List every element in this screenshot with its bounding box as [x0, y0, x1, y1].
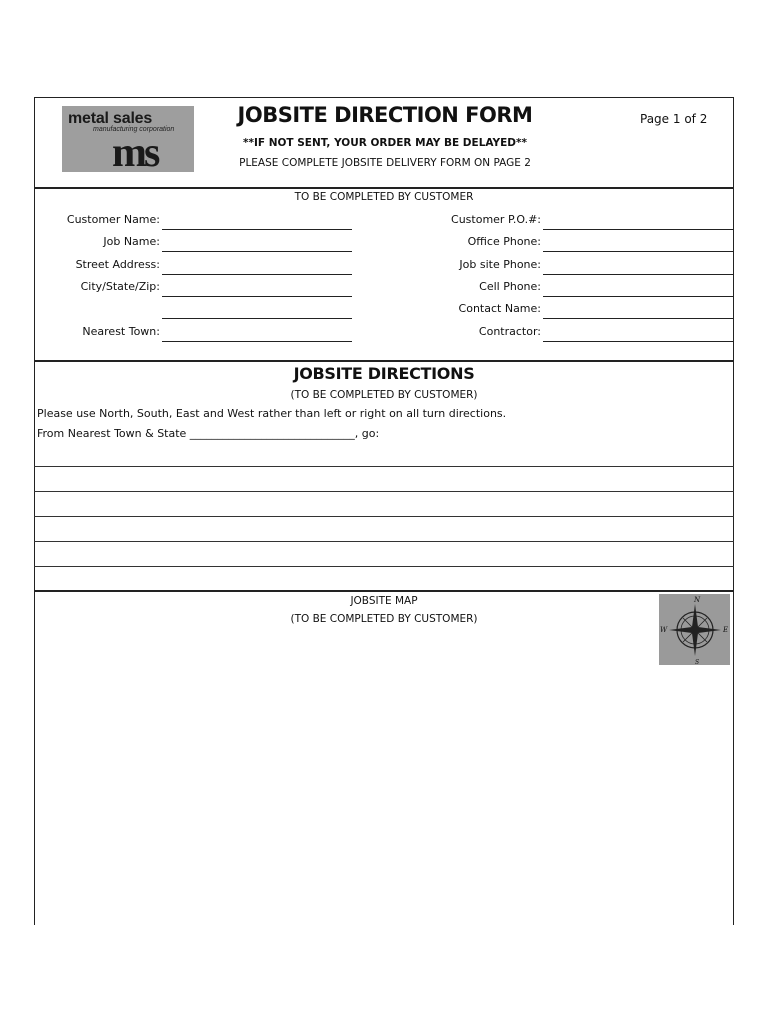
compass-w: W: [660, 626, 668, 634]
nearest-town-field[interactable]: [162, 341, 352, 342]
map-title: JOBSITE MAP: [350, 595, 418, 607]
directions-subheading: (TO BE COMPLETED BY CUSTOMER): [290, 389, 478, 401]
cell-phone-field[interactable]: [543, 296, 733, 297]
direction-line[interactable]: [34, 566, 734, 567]
street-address-label: Street Address:: [75, 258, 160, 271]
direction-line[interactable]: [34, 466, 734, 467]
office-phone-label: Office Phone:: [467, 235, 541, 248]
nearest-town-label: Nearest Town:: [82, 325, 160, 338]
logo-mark: ms: [112, 130, 158, 176]
city-state-zip-label: City/State/Zip:: [80, 280, 160, 293]
section-divider: [34, 590, 734, 592]
contact-name-field[interactable]: [543, 318, 733, 319]
city-state-zip-field[interactable]: [162, 296, 352, 297]
jobsite-phone-field[interactable]: [543, 274, 733, 275]
directions-note: Please use North, South, East and West rather than left or right on all turn directions.: [37, 407, 507, 420]
city-state-zip-field-2[interactable]: [162, 318, 352, 319]
delay-warning: **IF NOT SENT, YOUR ORDER MAY BE DELAYED**: [243, 137, 527, 149]
contractor-field[interactable]: [543, 341, 733, 342]
street-address-field[interactable]: [162, 274, 352, 275]
section-divider: [34, 360, 734, 362]
compass-s: S: [695, 659, 700, 665]
logo-brand: metal sales: [68, 110, 153, 127]
customer-section-heading: TO BE COMPLETED BY CUSTOMER: [294, 191, 474, 203]
customer-name-label: Customer Name:: [66, 213, 160, 226]
direction-line[interactable]: [34, 541, 734, 542]
directions-title: JOBSITE DIRECTIONS: [293, 364, 475, 383]
metal-sales-logo: [62, 106, 194, 176]
compass-e: E: [723, 626, 729, 634]
customer-name-field[interactable]: [162, 229, 352, 230]
compass-rose-icon: [659, 594, 730, 665]
office-phone-field[interactable]: [543, 251, 733, 252]
contact-name-label: Contact Name:: [458, 302, 541, 315]
form-title: JOBSITE DIRECTION FORM: [237, 103, 533, 127]
compass-n: N: [694, 596, 701, 604]
logo-subtitle: manufacturing corporation: [93, 126, 175, 133]
section-divider: [34, 187, 734, 189]
job-name-label: Job Name:: [103, 235, 160, 248]
customer-po-field[interactable]: [543, 229, 733, 230]
delivery-instruction: PLEASE COMPLETE JOBSITE DELIVERY FORM ON PAGE 2: [239, 157, 531, 169]
cell-phone-label: Cell Phone:: [479, 280, 541, 293]
jobsite-phone-label: Job site Phone:: [459, 258, 541, 271]
direction-line[interactable]: [34, 491, 734, 492]
from-nearest-town-line: From Nearest Town & State ______________________________, go:: [37, 427, 380, 440]
contractor-label: Contractor:: [478, 325, 541, 338]
customer-po-label: Customer P.O.#:: [451, 213, 541, 226]
page-number: Page 1 of 2: [640, 112, 708, 126]
direction-line[interactable]: [34, 516, 734, 517]
job-name-field[interactable]: [162, 251, 352, 252]
map-subheading: (TO BE COMPLETED BY CUSTOMER): [290, 613, 478, 625]
